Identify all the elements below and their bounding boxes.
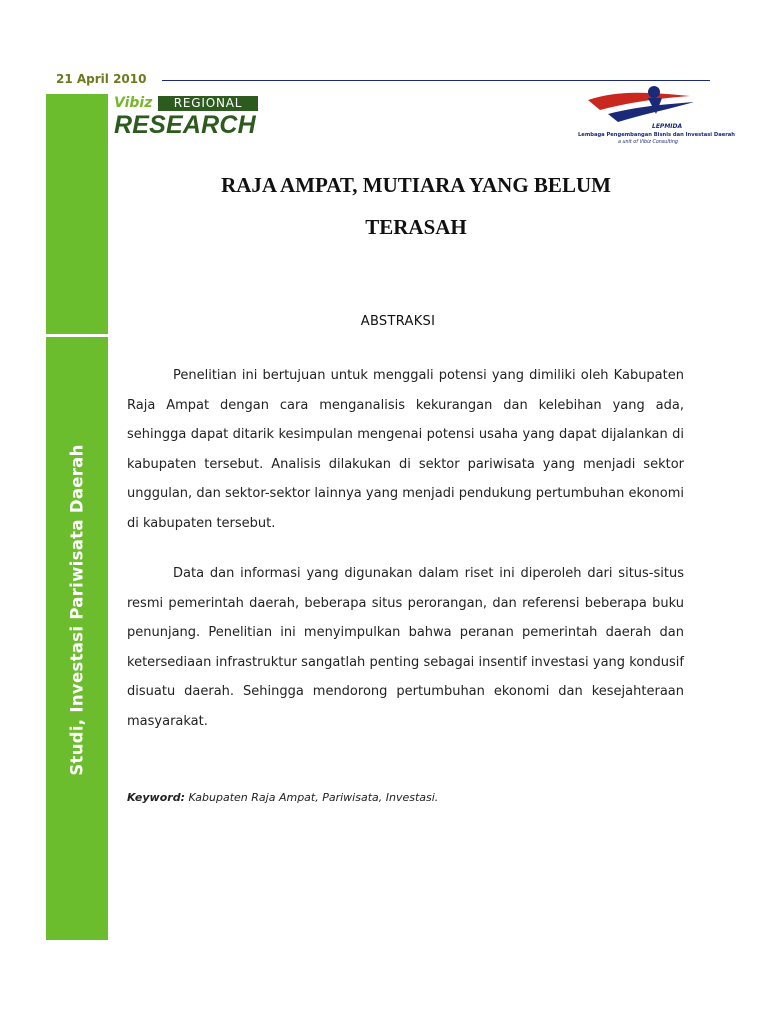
keywords-value: Kabupaten Raja Ampat, Pariwisata, Investasi. <box>188 791 439 804</box>
sidebar-band <box>46 94 108 940</box>
lepmida-subline: a unit of Vibiz Consulting <box>618 140 678 145</box>
lepmida-logo <box>578 84 735 152</box>
document-title-line-1: RAJA AMPAT, MUTIARA YANG BELUM <box>221 173 611 197</box>
lepmida-emblem-icon <box>578 84 718 132</box>
abstract-paragraph-1: Penelitian ini bertujuan untuk menggali potensi yang dimiliki oleh Kabupaten Raja Ampat dengan cara menganalisis kekurangan dan kelebihan yang ada, sehingga dapat ditarik kesimpulan mengenai potensi usaha yang dapat dijalankan di kabupaten tersebut. Analisis dilakukan di sektor pariwisata yang menjadi sektor unggulan, dan sektor-sektor lainnya yang menjadi pendukung pertumbuhan ekonomi di kabupaten tersebut. <box>127 368 684 531</box>
logo-vibiz-word: Vibiz <box>114 95 153 111</box>
keywords-label: Keyword: <box>127 791 185 804</box>
document-title-line-2: TERASAH <box>365 215 467 239</box>
header-divider <box>162 80 710 81</box>
abstract-heading: ABSTRAKSI <box>360 314 436 329</box>
logo-regional-word: REGIONAL <box>158 96 258 111</box>
sidebar-separator <box>46 334 108 337</box>
svg-text:LEPMIDA: LEPMIDA <box>652 123 683 130</box>
lepmida-tagline: Lembaga Pengembangan Bisnis dan Investasi Daerah <box>578 132 735 138</box>
abstract-paragraph-2: Data dan informasi yang digunakan dalam riset ini diperoleh dari situs-situs resmi pemerintah daerah, beberapa situs perorangan, dan referensi beberapa buku penunjang. Penelitian ini menyimpulkan bahwa peranan pemerintah daerah dan ketersediaan infrastruktur sangatlah penting sebagai insentif investasi yang kondusif disuatu daerah. Sehingga mendorong pertumbuhan ekonomi dan kesejahteraan masyarakat. <box>127 566 684 729</box>
keywords-line <box>127 791 438 804</box>
logo-research-word: RESEARCH <box>114 111 256 139</box>
sidebar-label: Studi, Investasi Pariwisata Daerah <box>67 444 87 776</box>
report-date: 21 April 2010 <box>56 72 147 86</box>
vibiz-regional-research-logo <box>114 95 264 143</box>
